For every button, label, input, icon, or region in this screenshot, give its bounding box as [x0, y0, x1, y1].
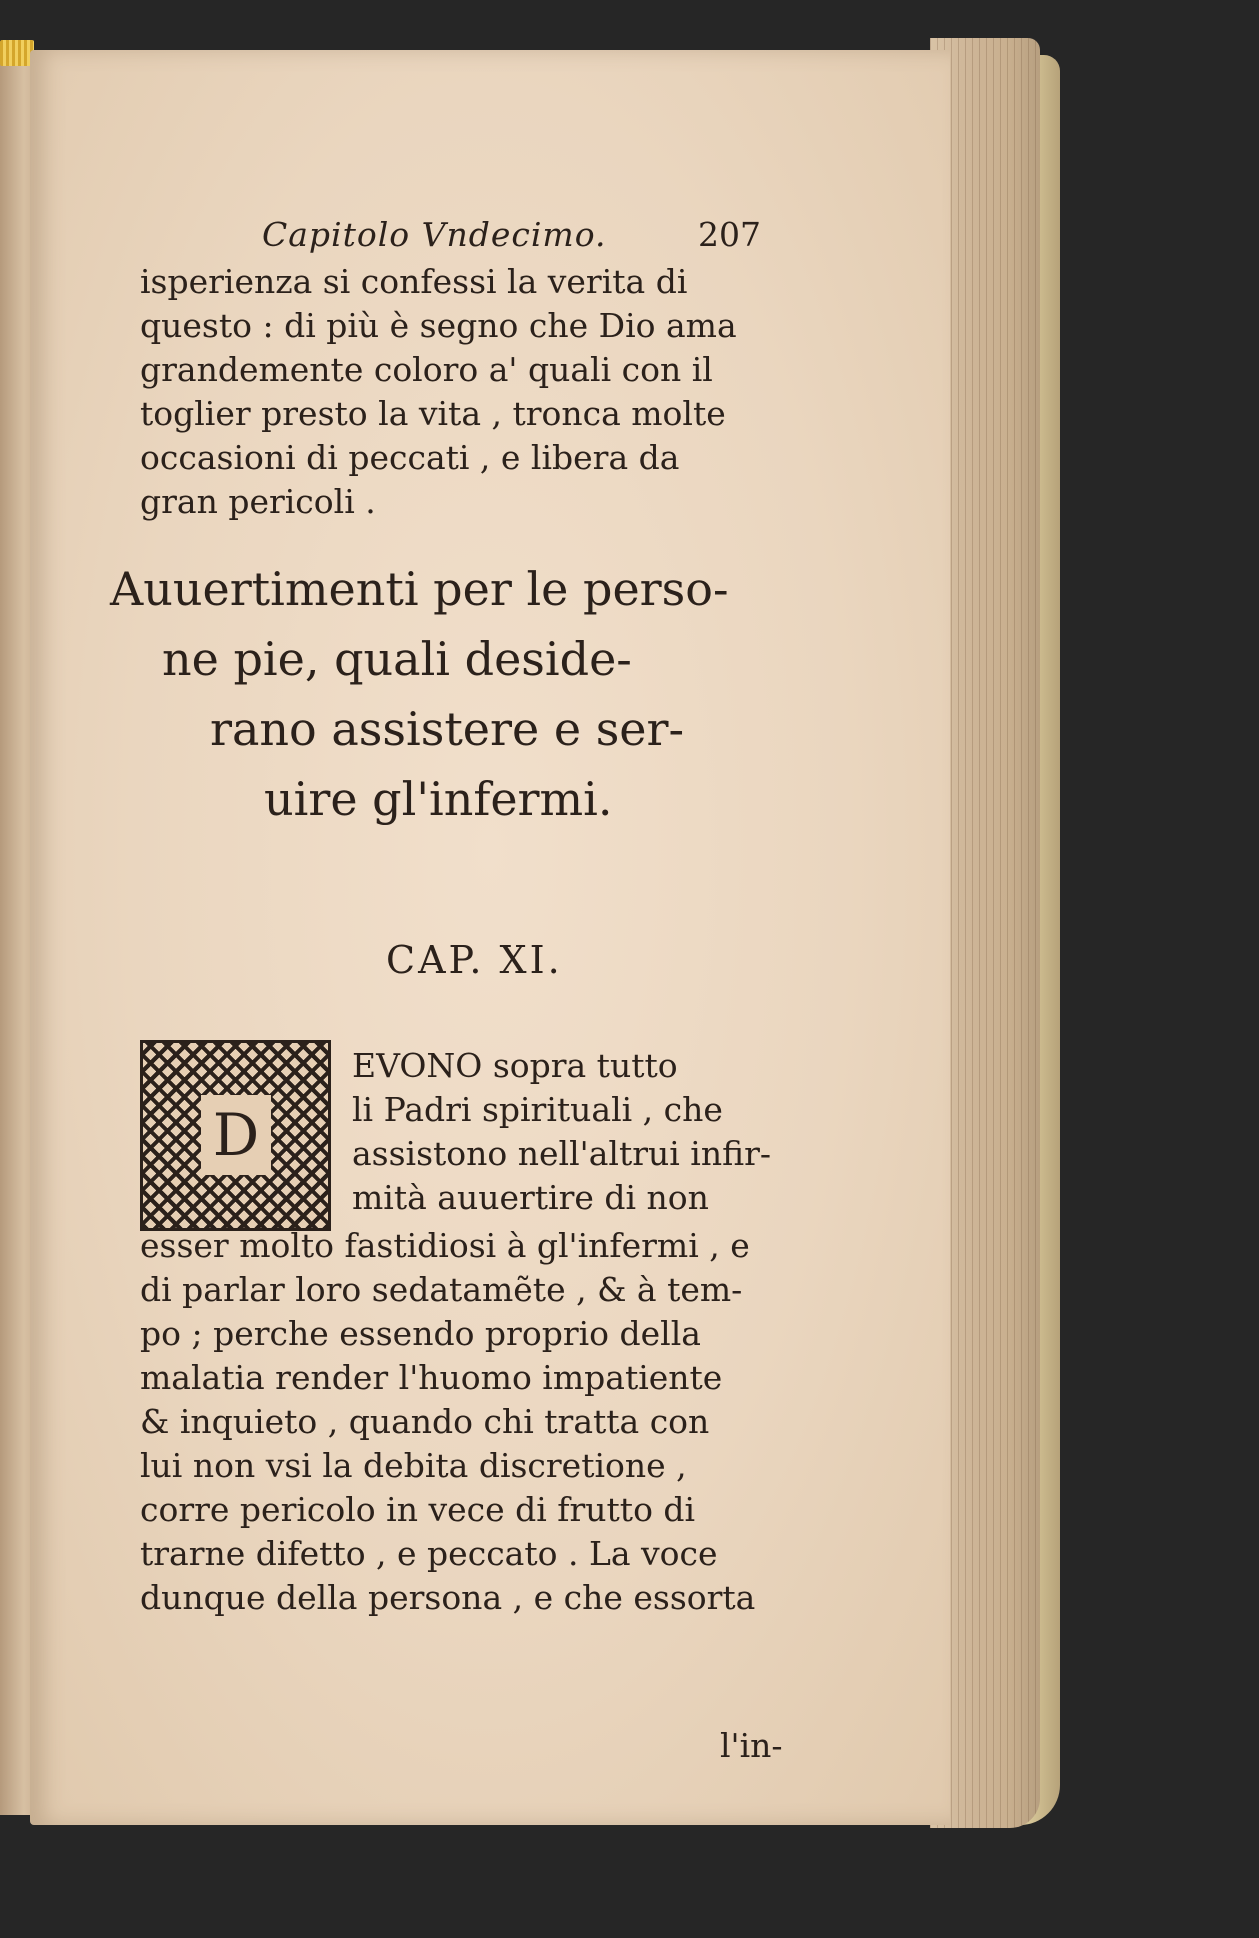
chapter-heading-line: rano assistere e ser-: [210, 702, 685, 756]
text-line: gran pericoli .: [140, 482, 376, 521]
chapter-heading-line: ne pie, quali deside-: [162, 632, 632, 686]
text-line: esser molto fastidiosi à gl'infermi , e: [140, 1226, 750, 1265]
book-page: [30, 50, 950, 1825]
page-number: 207: [698, 215, 761, 254]
text-line: li Padri spirituali , che: [352, 1090, 723, 1129]
chapter-heading-line: uire gl'infermi.: [264, 772, 613, 826]
text-line: corre pericolo in vece di frutto di: [140, 1490, 696, 1529]
text-line: mità auuertire di non: [352, 1178, 709, 1217]
running-head-title: Capitolo Vndecimo.: [262, 215, 607, 254]
text-line: toglier presto la vita , tronca molte: [140, 394, 726, 433]
text-line: occasioni di peccati , e libera da: [140, 438, 680, 477]
initial-letter: D: [201, 1095, 271, 1175]
chapter-heading-line: Auuertimenti per le perso-: [110, 562, 729, 616]
text-line: grandemente coloro a' quali con il: [140, 350, 713, 389]
chapter-label: CAP. XI.: [386, 938, 563, 982]
text-line: di parlar loro sedatamẽte , & à tem-: [140, 1270, 743, 1309]
text-line: dunque della persona , e che essorta: [140, 1578, 756, 1617]
text-line: malatia render l'huomo impatiente: [140, 1358, 723, 1397]
catchword: l'in-: [720, 1726, 783, 1765]
text-line: isperienza si confessi la verita di: [140, 262, 688, 301]
text-line: questo : di più è segno che Dio ama: [140, 306, 737, 345]
text-line: lui non vsi la debita discretione ,: [140, 1446, 687, 1485]
gilt-page-edge: [0, 40, 34, 66]
text-line: & inquieto , quando chi tratta con: [140, 1402, 710, 1441]
decorated-initial: [140, 1040, 331, 1231]
text-line: assistono nell'altrui infir-: [352, 1134, 772, 1173]
text-line: po ; perche essendo proprio della: [140, 1314, 701, 1353]
text-line: trarne difetto , e peccato . La voce: [140, 1534, 718, 1573]
text-line: EVONO sopra tutto: [352, 1046, 678, 1085]
